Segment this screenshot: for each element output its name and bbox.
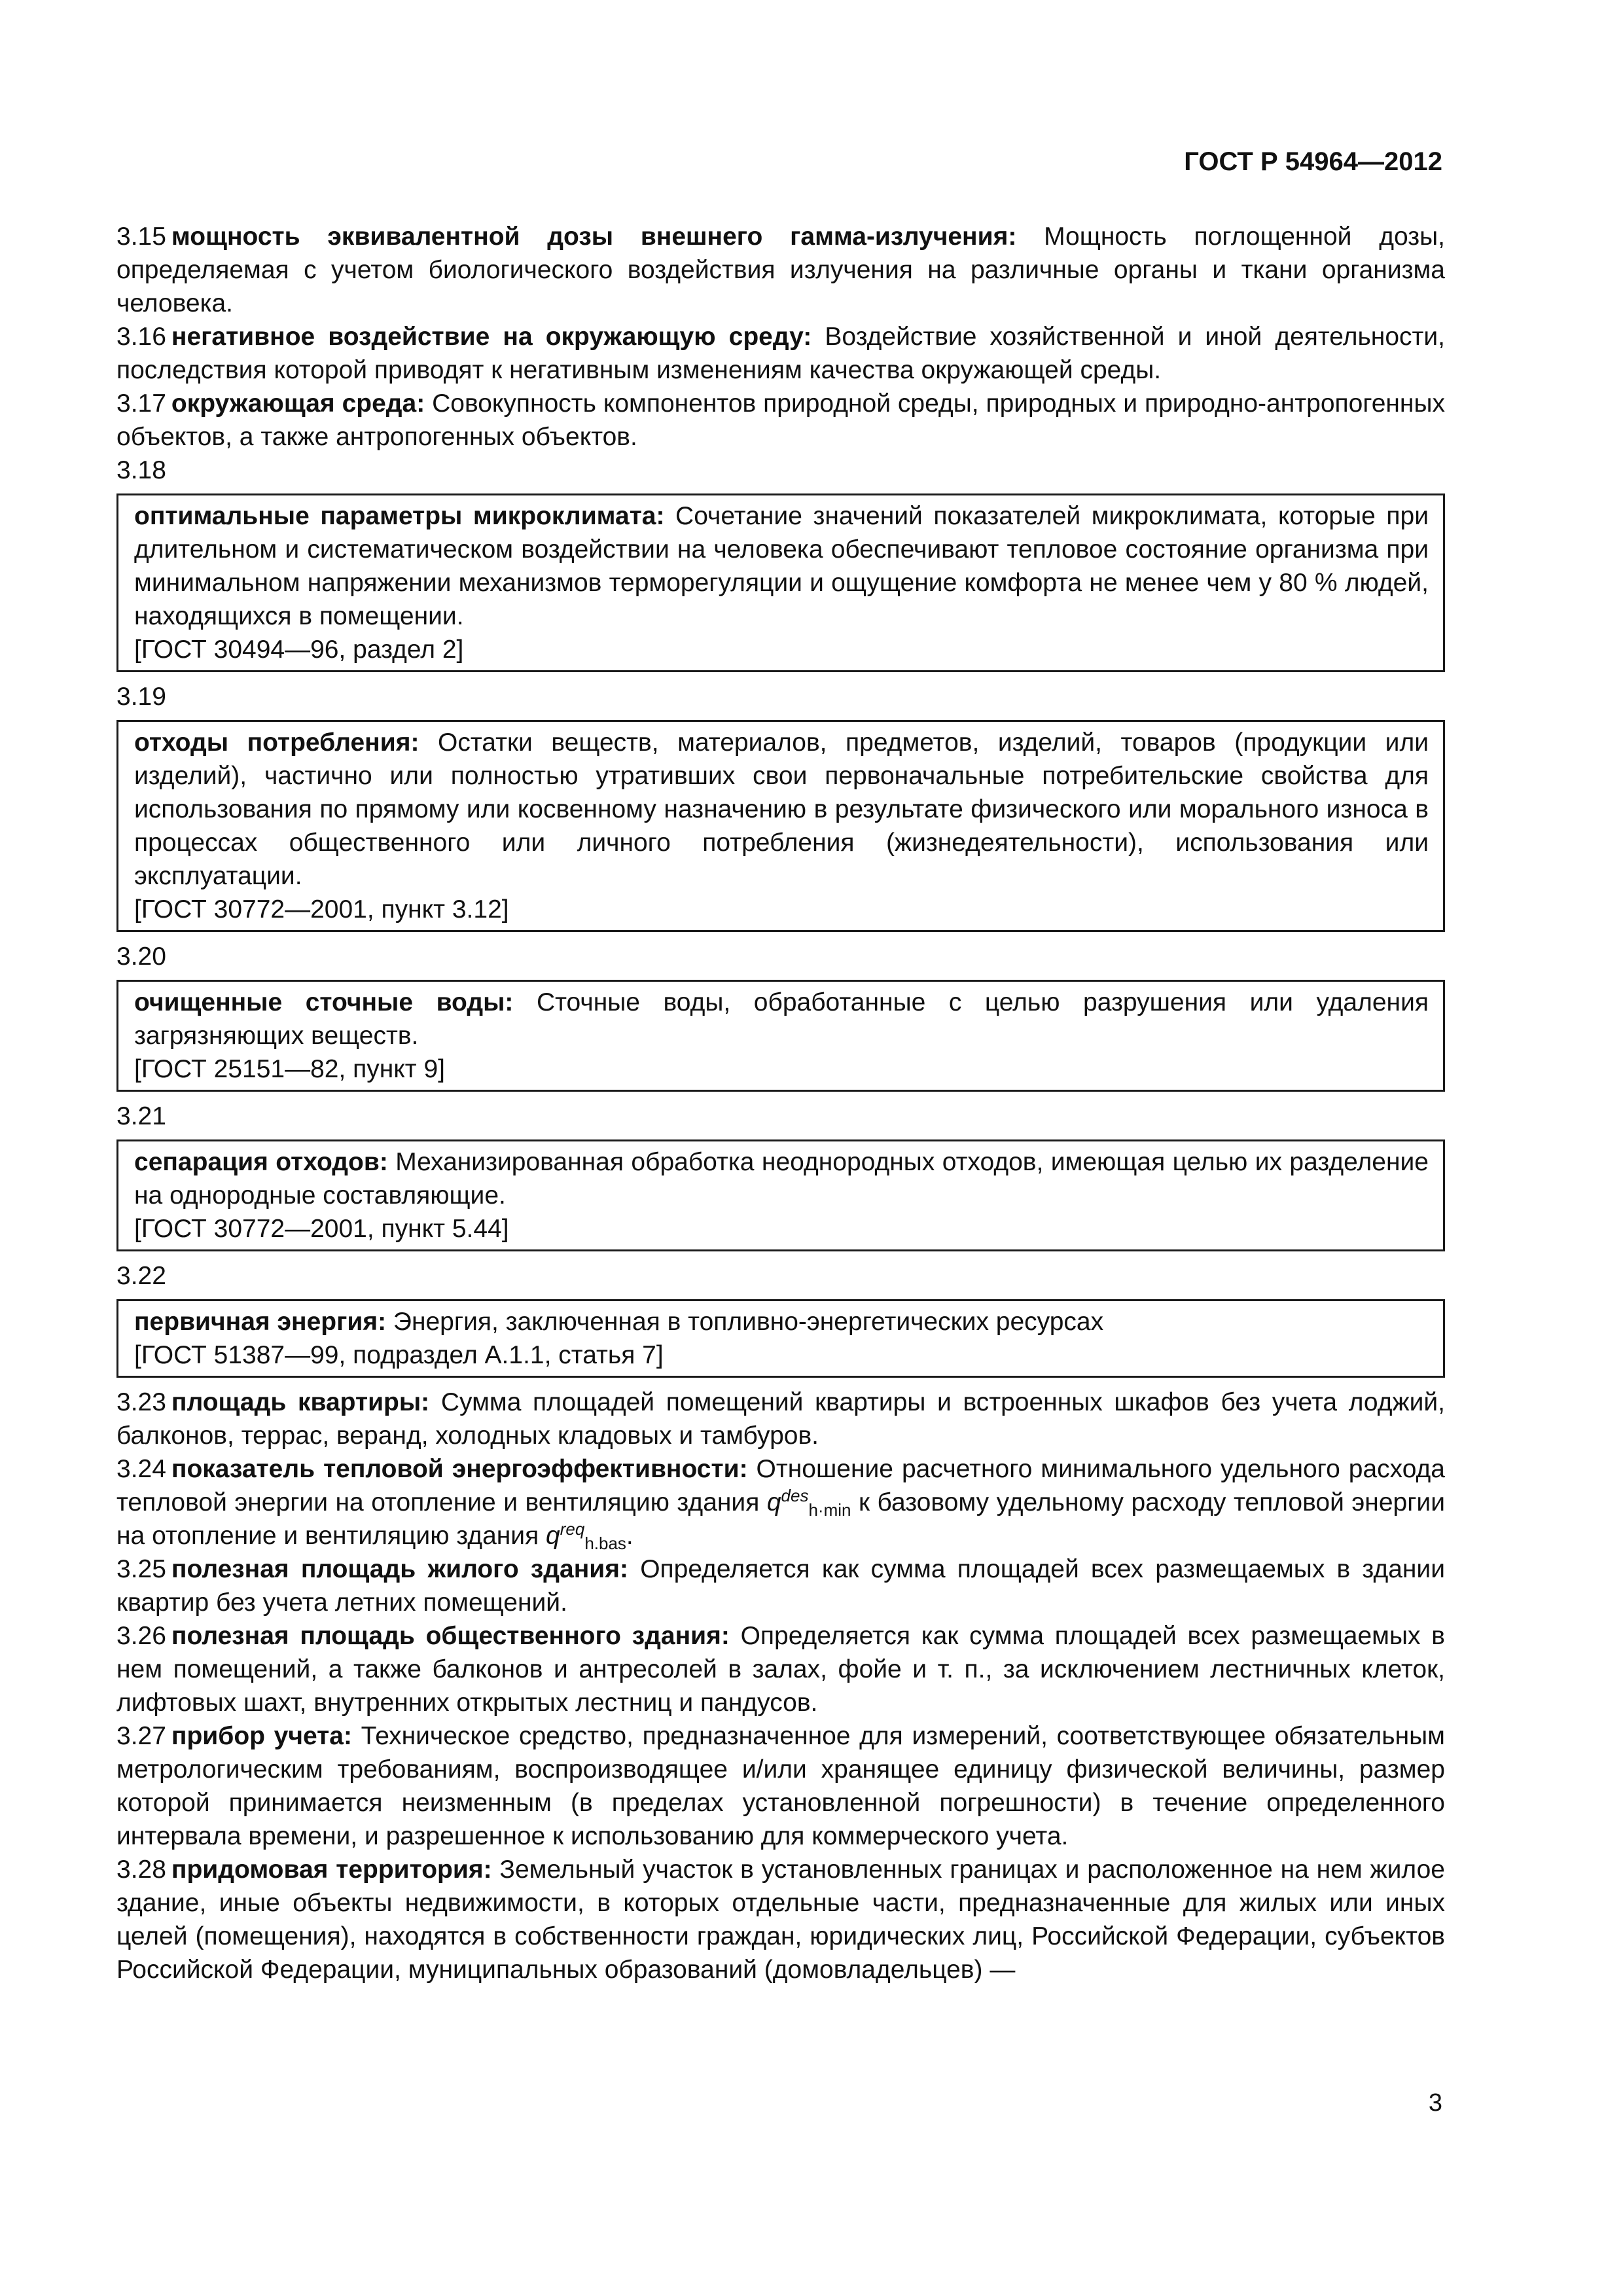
term-number: 3.24 bbox=[116, 1455, 166, 1483]
term-name: негативное воздействие на окружающую среду: bbox=[171, 323, 812, 351]
term-box-3-19 bbox=[116, 720, 1445, 932]
boxed-definition bbox=[134, 726, 1429, 893]
source-reference: [ГОСТ 30772—2001, пункт 3.12] bbox=[134, 895, 509, 924]
term-box-3-21 bbox=[116, 1139, 1445, 1251]
term-definition: Сумма площадей помещений квартиры и встроенных шкафов без учета лоджий, балконов, террас, веранд, холодных кладовых и тамбуров. bbox=[116, 1388, 1446, 1450]
source-reference: [ГОСТ 25151—82, пункт 9] bbox=[134, 1055, 446, 1083]
term-definition-part: . bbox=[626, 1522, 633, 1550]
term-number: 3.16 bbox=[116, 323, 166, 351]
term-name: придомовая территория: bbox=[171, 1856, 492, 1884]
term-name: полезная площадь жилого здания: bbox=[171, 1555, 629, 1583]
formula-symbol-q: q bbox=[546, 1522, 560, 1550]
term-definition: Воздействие хозяйственной и иной деятельности, последствия которой приводят к негативным изменениям качества окружающей среды. bbox=[116, 323, 1445, 384]
term-number: 3.15 bbox=[116, 223, 166, 251]
term-name: показатель тепловой энергоэффективности: bbox=[171, 1455, 748, 1483]
formula-subscript: h·min bbox=[808, 1500, 851, 1520]
term-definition: Земельный участок в установленных границах и расположенное на нем жилое здание, иные объекты недвижимости, в которых отдельные части, предназначенные для жилых или иных целей (помещения), находятся в собственности граждан, юридических лиц, Российской Федерации, субъектов Российской Федерации, муниципальных образований (домовладельцев) — bbox=[116, 1856, 1445, 1984]
boxed-definition bbox=[134, 986, 1429, 1052]
term-definition: Механизированная обработка неоднородных отходов, имеющая целью их разделение на однородные составляющие. bbox=[134, 1148, 1429, 1210]
term-box-3-18 bbox=[116, 493, 1445, 672]
formula-symbol-q: q bbox=[766, 1488, 781, 1516]
term-definition: Определяется как сумма площадей всех размещаемых в здании квартир без учета летних помещений. bbox=[116, 1555, 1445, 1617]
term-name: оптимальные параметры микроклимата: bbox=[134, 502, 665, 530]
term-number: 3.25 bbox=[116, 1555, 166, 1583]
terms-content bbox=[116, 220, 1445, 1986]
term-definition: Энергия, заключенная в топливно-энергетических ресурсах bbox=[386, 1308, 1104, 1336]
source-reference: [ГОСТ 30772—2001, пункт 5.44] bbox=[134, 1215, 509, 1243]
term-name: прибор учета: bbox=[171, 1722, 352, 1750]
boxed-definition bbox=[134, 1305, 1429, 1338]
term-number-3-21: 3.21 bbox=[116, 1102, 166, 1130]
term-name: площадь квартиры: bbox=[171, 1388, 430, 1416]
term-number: 3.26 bbox=[116, 1622, 166, 1650]
term-name: первичная энергия: bbox=[134, 1308, 387, 1336]
term-3-24 bbox=[116, 1452, 1445, 1552]
term-definition: Сточные воды, обработанные с целью разрушения или удаления загрязняющих веществ. bbox=[134, 988, 1429, 1050]
term-definition: Определяется как сумма площадей всех размещаемых в нем помещений, а также балконов и антресолей в залах, фойе и т. п., за исключением лестничных клеток, лифтовых шахт, внутренних открытых лестниц и пандусов. bbox=[116, 1622, 1445, 1717]
formula-subscript: h.bas bbox=[584, 1534, 626, 1553]
term-definition: Остатки веществ, материалов, предметов, изделий, товаров (продукции или изделий), частично или полностью утративших свои первоначальные потребительские свойства для использования по прямому или косвенному назначению в результате физического или морального износа в процессах общественного или личного потребления (жизнедеятельности), использования или эксплуатации. bbox=[134, 728, 1429, 890]
source-reference: [ГОСТ 51387—99, подраздел А.1.1, статья 7] bbox=[134, 1341, 664, 1369]
term-definition: Техническое средство, предназначенное для измерений, соответствующее обязательным метрологическим требованиям, воспроизводящее и/или хранящее единицу физической величины, размер которой принимается неизменным (в пределах установленной погрешности) в течение определенного интервала времени, и разрешенное к использованию для коммерческого учета. bbox=[116, 1722, 1445, 1850]
term-name: мощность эквивалентной дозы внешнего гамма-излучения: bbox=[171, 223, 1017, 251]
term-name: очищенные сточные воды: bbox=[134, 988, 514, 1016]
page-number: 3 bbox=[1428, 2089, 1442, 2117]
term-box-3-22 bbox=[116, 1299, 1445, 1378]
term-number-3-22: 3.22 bbox=[116, 1262, 166, 1290]
term-3-26 bbox=[116, 1619, 1445, 1719]
term-3-15 bbox=[116, 220, 1445, 320]
term-name: окружающая среда: bbox=[171, 389, 425, 418]
term-number-3-20: 3.20 bbox=[116, 942, 166, 971]
term-definition: Сочетание значений показателей микроклимата, которые при длительном и систематическом воздействии на человека обеспечивают тепловое состояние организма при минимальном напряжении механизмов терморегуляции и ощущение комфорта не менее чем у 80 % людей, находящихся в помещении. bbox=[134, 502, 1429, 630]
source-reference: [ГОСТ 30494—96, раздел 2] bbox=[134, 636, 464, 664]
term-name: полезная площадь общественного здания: bbox=[171, 1622, 730, 1650]
term-definition-part: к базовому удельному расходу тепловой энергии на отопление и вентиляцию здания bbox=[116, 1488, 1445, 1550]
formula-superscript: des bbox=[781, 1486, 809, 1505]
term-definition-part: Отношение расчетного минимального удельного расхода тепловой энергии на отопление и вентиляцию здания bbox=[116, 1455, 1445, 1516]
standard-designation: ГОСТ Р 54964—2012 bbox=[1184, 147, 1442, 176]
term-definition: Совокупность компонентов природной среды, природных и природно-антропогенных объектов, а также антропогенных объектов. bbox=[116, 389, 1445, 451]
boxed-definition bbox=[134, 1145, 1429, 1212]
formula-superscript: req bbox=[560, 1519, 585, 1539]
term-number-3-18: 3.18 bbox=[116, 456, 166, 484]
term-name: отходы потребления: bbox=[134, 728, 419, 757]
term-box-3-20 bbox=[116, 980, 1445, 1092]
term-3-16 bbox=[116, 320, 1445, 387]
boxed-definition bbox=[134, 499, 1429, 633]
term-3-28 bbox=[116, 1853, 1445, 1986]
term-number: 3.17 bbox=[116, 389, 166, 418]
term-number: 3.23 bbox=[116, 1388, 166, 1416]
term-3-27 bbox=[116, 1719, 1445, 1853]
term-definition: Мощность поглощенной дозы, определяемая с учетом биологического воздействия излучения на различные органы и ткани организма человека. bbox=[116, 223, 1446, 317]
term-3-23 bbox=[116, 1386, 1445, 1452]
term-name: сепарация отходов: bbox=[134, 1148, 388, 1176]
term-number: 3.27 bbox=[116, 1722, 166, 1750]
term-3-25 bbox=[116, 1552, 1445, 1619]
term-number: 3.28 bbox=[116, 1856, 166, 1884]
term-number-3-19: 3.19 bbox=[116, 683, 166, 711]
term-3-17 bbox=[116, 387, 1445, 454]
